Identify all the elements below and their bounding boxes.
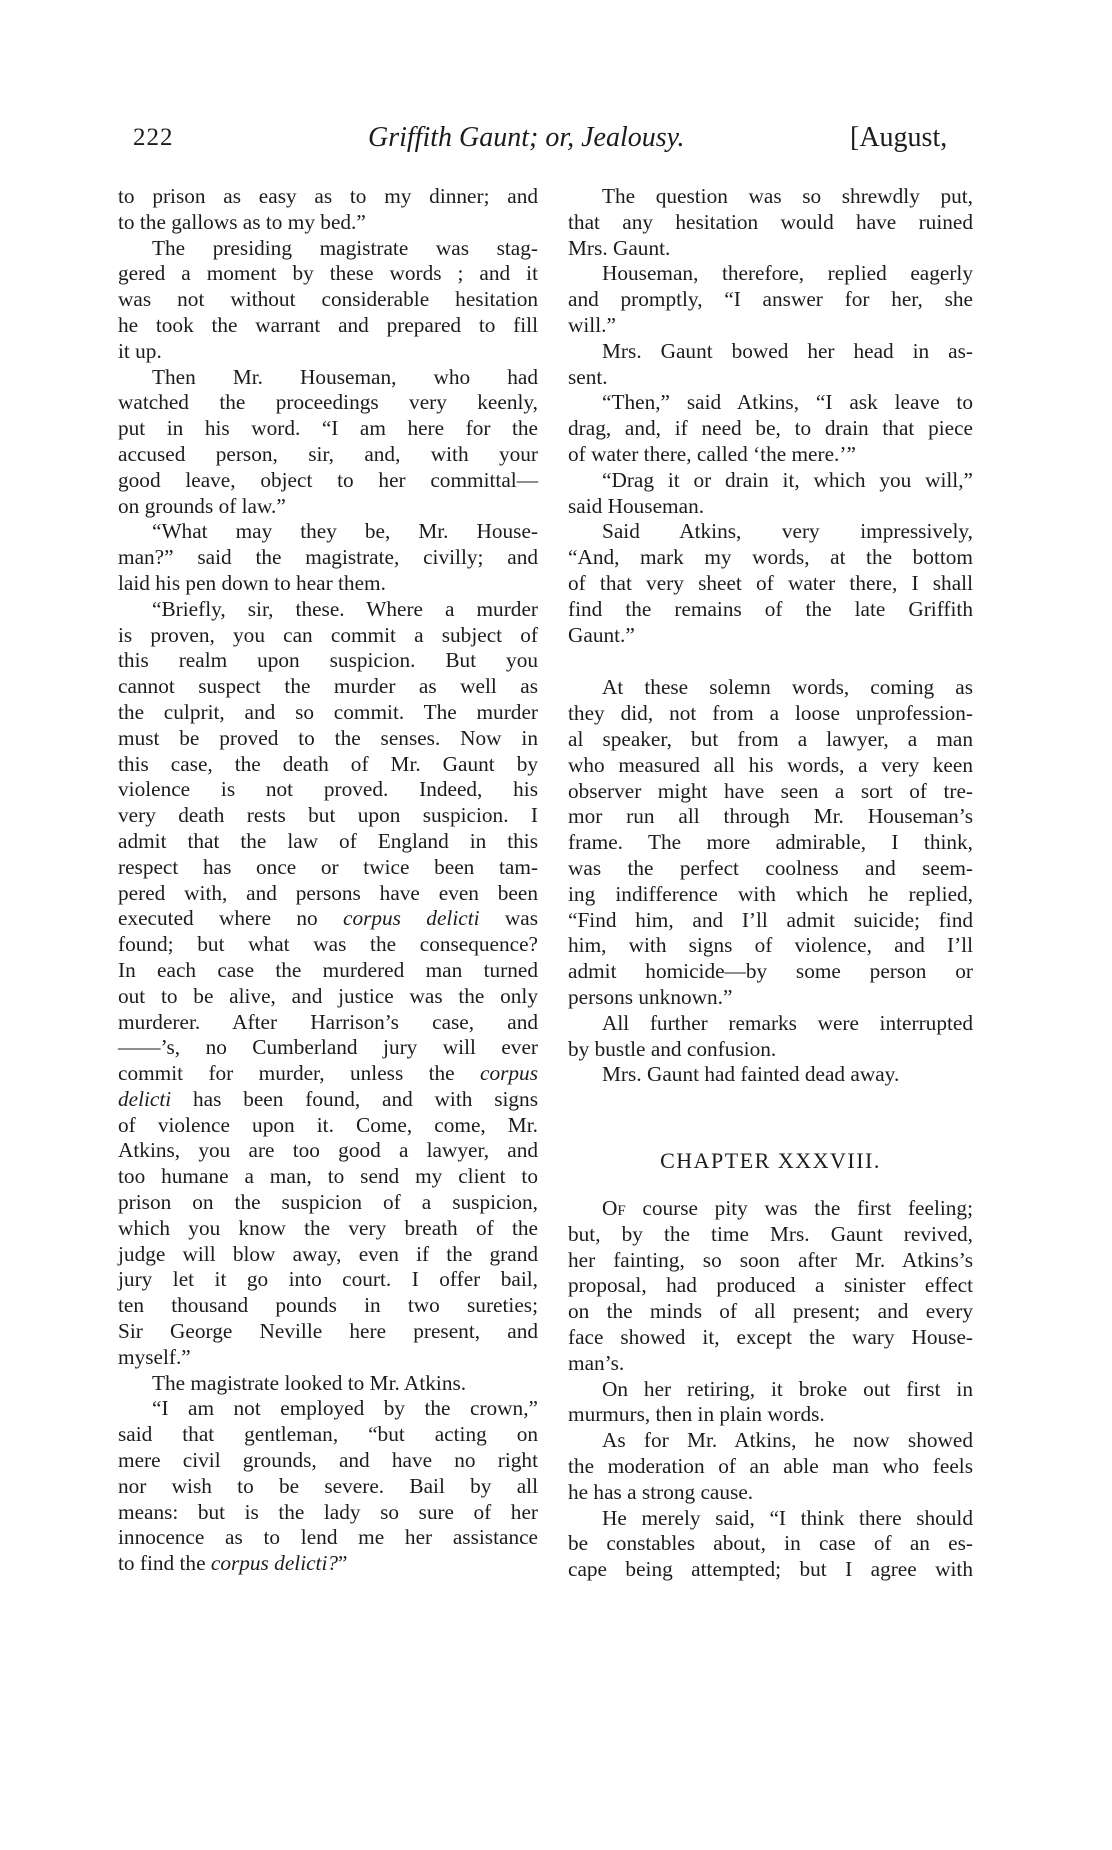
text-line: pered with, and persons have even been [118,880,538,905]
text-line: this case, the death of Mr. Gaunt by [118,751,538,776]
text-line: “Drag it or drain it, which you will,” [602,467,973,492]
text-line: accused person, sir, and, with your [118,441,538,466]
text-line: frame. The more admirable, I think, [568,830,973,855]
text-line: and promptly, “I answer for her, she [568,287,973,312]
text-line: the moderation of an able man who feels [568,1454,973,1479]
text-line: gered a moment by these words ; and it [118,261,538,286]
text-line: who measured all his words, a very keen [568,752,973,777]
text-line: nor wish to be severe. Bail by all [118,1473,538,1498]
text-line: “Briefly, sir, these. Where a murder [152,596,538,621]
text-line: mere civil grounds, and have no right [118,1448,538,1473]
text-line: ing indifference with which he replied, [568,881,973,906]
right-text-column [568,184,973,1583]
text-line: must be proved to the senses. Now in [118,725,538,750]
text-line: Said Atkins, very impressively, [602,519,973,544]
text-line: He merely said, “I think there should [602,1505,973,1530]
text-line: admit homicide—by some person or [568,959,973,984]
text-line: found; but what was the consequence? [118,932,538,957]
text-line: murmurs, then in plain words. [568,1402,825,1427]
text-line: to prison as easy as to my dinner; and [118,184,538,208]
text-line: was the perfect coolness and seem- [568,855,973,880]
text-line: admit that the law of England in this [118,828,538,853]
text-line: executed where no corpus delicti was [118,906,538,931]
text-line: commit for murder, unless the corpus [118,1061,538,1086]
text-line: be constables about, in case of an es- [568,1531,973,1556]
text-line: As for Mr. Atkins, he now showed [602,1428,973,1453]
text-line: In each case the murdered man turned [118,957,538,982]
text-line: The presiding magistrate was stag- [152,235,538,260]
text-line: The magistrate looked to Mr. Atkins. [152,1370,467,1395]
text-line: this realm upon suspicion. But you [118,648,538,673]
text-line: to the gallows as to my bed.” [118,209,366,234]
text-line: to find the corpus delicti?” [118,1551,348,1576]
text-line: man?” said the magistrate, civilly; and [118,545,538,570]
text-line: good leave, object to her committal— [118,467,538,492]
text-line: murderer. After Harrison’s case, and [118,1009,538,1034]
text-line: ten thousand pounds in two sureties; [118,1293,538,1318]
text-line: by bustle and confusion. [568,1036,777,1061]
text-line: At these solemn words, coming as [602,675,973,700]
text-line: delicti has been found, and with signs [118,1086,538,1111]
text-line: on the minds of all present; and every [568,1299,973,1324]
text-line: very death rests but upon suspicion. I [118,803,538,828]
chapter-heading: CHAPTER XXXVIII. [660,1148,881,1174]
text-line: “What may they be, Mr. House- [152,519,538,544]
text-line: innocence as to lend me her assistance [118,1525,538,1550]
text-line: “I am not employed by the crown,” [152,1396,538,1421]
text-line: on grounds of law.” [118,493,286,518]
text-line: said that gentleman, “but acting on [118,1422,538,1447]
text-line: Mrs. Gaunt bowed her head in as- [602,338,973,363]
text-line: it up. [118,338,162,363]
page-number: 222 [133,124,174,151]
text-line: means: but is the lady so sure of her [118,1499,538,1524]
text-line: out to be alive, and justice was the only [118,983,538,1008]
text-line: On her retiring, it broke out first in [602,1376,973,1401]
text-line: too humane a man, to send my client to [118,1164,538,1189]
text-line: put in his word. “I am here for the [118,416,538,441]
text-line: of that very sheet of water there, I shall [568,570,973,595]
text-line: said Houseman. [568,493,705,518]
text-line: they did, not from a loose unprofession- [568,701,973,726]
text-line: will.” [568,312,616,337]
text-line: jury let it go into court. I offer bail, [118,1267,538,1292]
page-header [0,124,1112,164]
text-line: Atkins, you are too good a lawyer, and [118,1138,538,1163]
text-line: laid his pen down to hear them. [118,570,386,595]
text-line: he took the warrant and prepared to fill [118,312,538,337]
text-line: her fainting, so soon after Mr. Atkins’s [568,1247,973,1272]
text-line: “And, mark my words, at the bottom [568,545,973,570]
text-line: Of course pity was the first feeling; [602,1196,973,1221]
text-line: judge will blow away, even if the grand [118,1241,538,1266]
text-line: sent. [568,364,608,389]
text-line: which you know the very breath of the [118,1215,538,1240]
running-title: Griffith Gaunt; or, Jealousy. [368,122,685,153]
text-line: him, with signs of violence, and I’ll [568,933,973,958]
text-line: respect has once or twice been tam- [118,854,538,879]
text-line: prison on the suspicion of a suspicion, [118,1190,538,1215]
text-line: Gaunt.” [568,622,635,647]
text-line: Sir George Neville here present, and [118,1319,538,1344]
text-line: cape being attempted; but I agree with [568,1557,973,1582]
text-line: mor run all through Mr. Houseman’s [568,804,973,829]
text-line: watched the proceedings very keenly, [118,390,538,415]
text-line: of water there, called ‘the mere.’” [568,441,856,466]
text-line: violence is not proved. Indeed, his [118,777,538,802]
text-line: Then Mr. Houseman, who had [152,364,538,389]
text-line: he has a strong cause. [568,1479,754,1504]
text-line: cannot suspect the murder as well as [118,674,538,699]
text-line: of violence upon it. Come, come, Mr. [118,1112,538,1137]
text-line: al speaker, but from a lawyer, a man [568,726,973,751]
running-month: [August, [850,122,948,153]
text-line: myself.” [118,1344,191,1369]
text-line: The question was so shrewdly put, [602,184,973,208]
text-line: man’s. [568,1350,625,1375]
text-line: find the remains of the late Griffith [568,596,973,621]
text-line: but, by the time Mrs. Gaunt revived, [568,1221,973,1246]
right-column-bottom-text [568,1196,973,1583]
text-line: face showed it, except the wary House- [568,1325,973,1350]
text-line: observer might have seen a sort of tre- [568,778,973,803]
text-line: was not without considerable hesitation [118,287,538,312]
text-line: that any hesitation would have ruined [568,209,973,234]
text-line: ——’s, no Cumberland jury will ever [118,1035,538,1060]
text-line: the culprit, and so commit. The murder [118,699,538,724]
text-line: “Then,” said Atkins, “I ask leave to [602,390,973,415]
text-line: Mrs. Gaunt. [568,235,671,260]
text-line: Houseman, therefore, replied eagerly [602,261,973,286]
text-line: All further remarks were interrupted [602,1010,973,1035]
text-line: Mrs. Gaunt had fainted dead away. [602,1062,900,1087]
text-line: “Find him, and I’ll admit suicide; find [568,907,973,932]
left-text-column [118,184,538,1577]
text-line: is proven, you can commit a subject of [118,622,538,647]
right-column-top-text [568,184,973,1088]
text-line: drag, and, if need be, to drain that piece [568,416,973,441]
text-line: proposal, had produced a sinister effect [568,1273,973,1298]
text-line: persons unknown.” [568,984,733,1009]
